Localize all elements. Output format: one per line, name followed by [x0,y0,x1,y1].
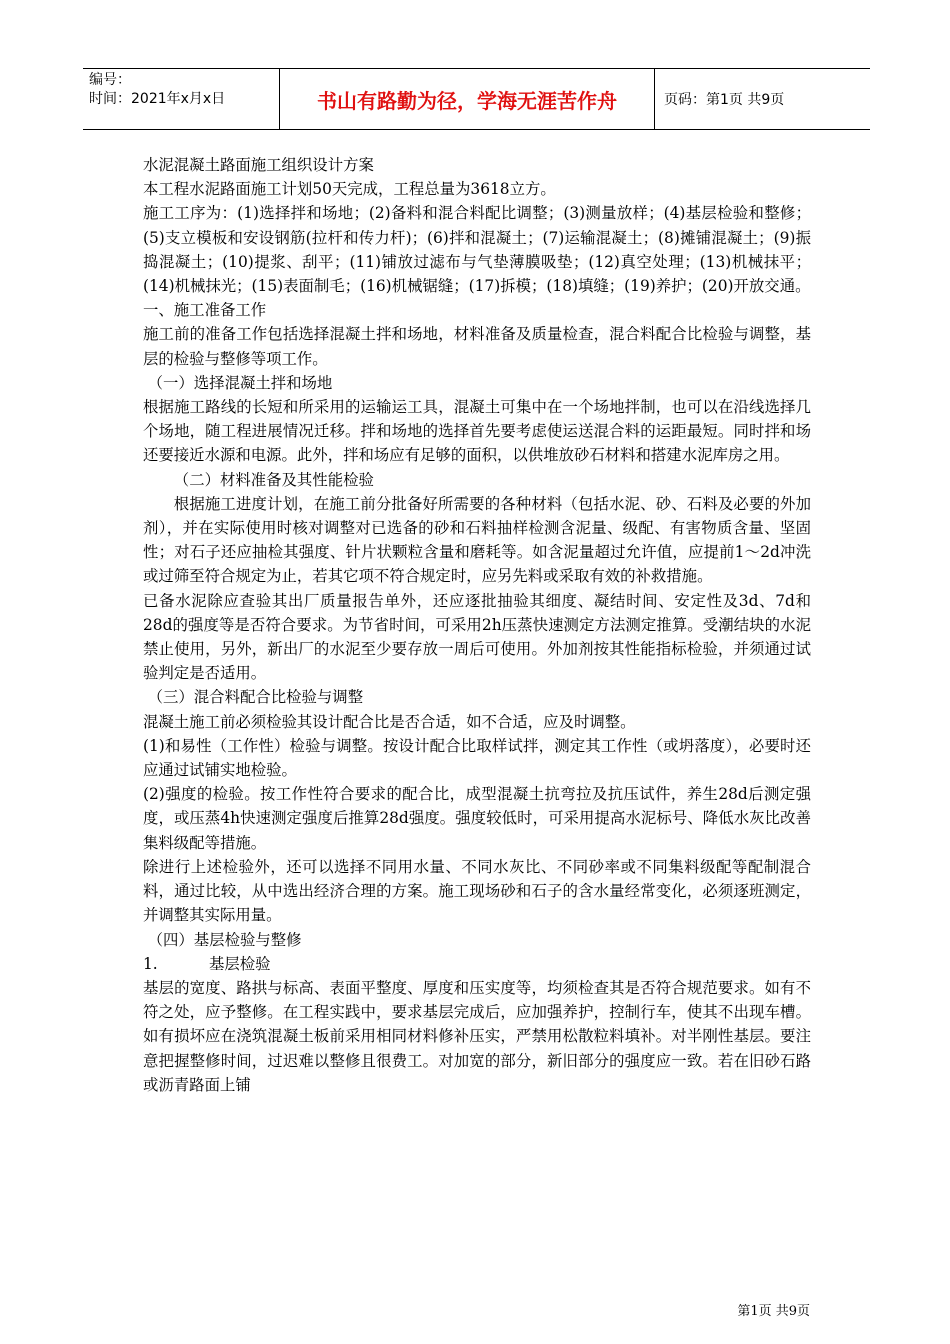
paragraph: 已备水泥除应查验其出厂质量报告单外，还应逐批抽验其细度、凝结时间、安定性及3d、7d和28d的强度等是否符合要求。为节省时间，可采用2h压蒸快速测定方法测定推算。受潮结块的水泥禁止使用，另外，新出厂的水泥至少要存放一周后可使用。外加剂按其性能指标检验，并须通过试验判定是否适用。 [143,591,811,683]
paragraph: 根据施工进度计划，在施工前分批备好所需要的各种材料（包括水泥、砂、石料及必要的外加剂），并在实际使用时核对调整对已选备的砂和石料抽样检测含泥量、级配、有害物质含量、坚固性；对石子还应抽检其强度、针片状颗粒含量和磨耗等。如含泥量超过允许值，应提前1～2d冲洗或过筛至符合规定为止，若其它项不符合规定时，应另先料或采取有效的补救措施。 [143,494,811,586]
subsection-heading: （三）混合料配合比检验与调整 [147,688,364,707]
item-title: 基层检验 [209,954,271,973]
subsection-heading: （二）材料准备及其性能检验 [173,470,374,489]
numbered-heading [143,952,811,976]
header-motto: 书山有路勤为径，学海无涯苦作舟 [280,69,655,129]
page-header [83,68,870,130]
paragraph: (2)强度的检验。按工作性符合要求的配合比，成型混凝土抗弯拉及抗压试件，养生28d后测定强度，或压蒸4h快速测定强度后推算28d强度。强度较低时，可采用提高水泥标号、降低水灰比改善集料级配等措施。 [143,785,811,852]
paragraph: (1)和易性（工作性）检验与调整。按设计配合比取样试拌，测定其工作性（或坍落度），必要时还应通过试铺实地检验。 [143,736,811,780]
subsection-heading: （四）基层检验与整修 [147,930,302,949]
document-title: 水泥混凝土路面施工组织设计方案 [143,156,374,174]
page-footer: 第1页 共9页 [737,1304,810,1319]
paragraph: 根据施工路线的长短和所采用的运输运工具，混凝土可集中在一个场地拌制，也可以在沿线选择几个场地，随工程进展情况迁移。拌和场地的选择首先要考虑使运送混合料的运距最短。同时拌和场还要接近水源和电源。此外，拌和场应有足够的面积，以供堆放砂石材料和搭建水泥库房之用。 [143,398,811,465]
document-body [143,153,811,1097]
paragraph-intro: 本工程水泥路面施工计划50天完成，工程总量为3618立方。 [143,180,556,199]
paragraph-procedure: 施工工序为：(1)选择拌和场地；(2)备料和混合料配比调整；(3)测量放样；(4)基层检验和整修；(5)支立模板和安设钢筋(拉杆和传力杆)；(6)拌和混凝土；(7)运输混凝土；(8)摊铺混凝土；(9)振捣混凝土；(10)提浆、刮平；(11)铺放过滤布与气垫薄膜吸垫；(12)真空处理；(13)机械抹平；(14)机械抹光；(15)表面制毛；(16)机械锯缝；(17)拆模；(18)填缝；(19)养护；(20)开放交通。 [143,204,811,296]
paragraph-section-intro: 施工前的准备工作包括选择混凝土拌和场地，材料准备及质量检查，混合料配合比检验与调整，基层的检验与整修等项工作。 [143,325,811,368]
document-number-label: 编号： [89,72,131,88]
header-page-number: 页码：第1页 共9页 [664,92,785,108]
document-time-label: 时间：2021年x月x日 [89,91,226,107]
subsection-heading: （一）选择混凝土拌和场地 [147,373,333,392]
section-heading: 一、施工准备工作 [143,301,267,320]
paragraph: 基层的宽度、路拱与标高、表面平整度、厚度和压实度等，均须检查其是否符合规范要求。如有不符之处，应予整修。在工程实践中，要求基层完成后，应加强养护，控制行车，使其不出现车槽。如有损坏应在浇筑混凝土板前采用相同材料修补压实，严禁用松散粒料填补。对半刚性基层。要注意把握整修时间，过迟难以整修且很费工。对加宽的部分，新旧部分的强度应一致。若在旧砂石路或沥青路面上铺 [143,978,811,1094]
item-number: 1. [143,954,158,973]
paragraph: 混凝土施工前必须检验其设计配合比是否合适，如不合适，应及时调整。 [143,712,636,731]
paragraph: 除进行上述检验外，还可以选择不同用水量、不同水灰比、不同砂率或不同集料级配等配制混合料，通过比较，从中选出经济合理的方案。施工现场砂和石子的含水量经常变化，必须逐班测定，并调整其实际用量。 [143,857,811,925]
header-meta [83,69,280,129]
